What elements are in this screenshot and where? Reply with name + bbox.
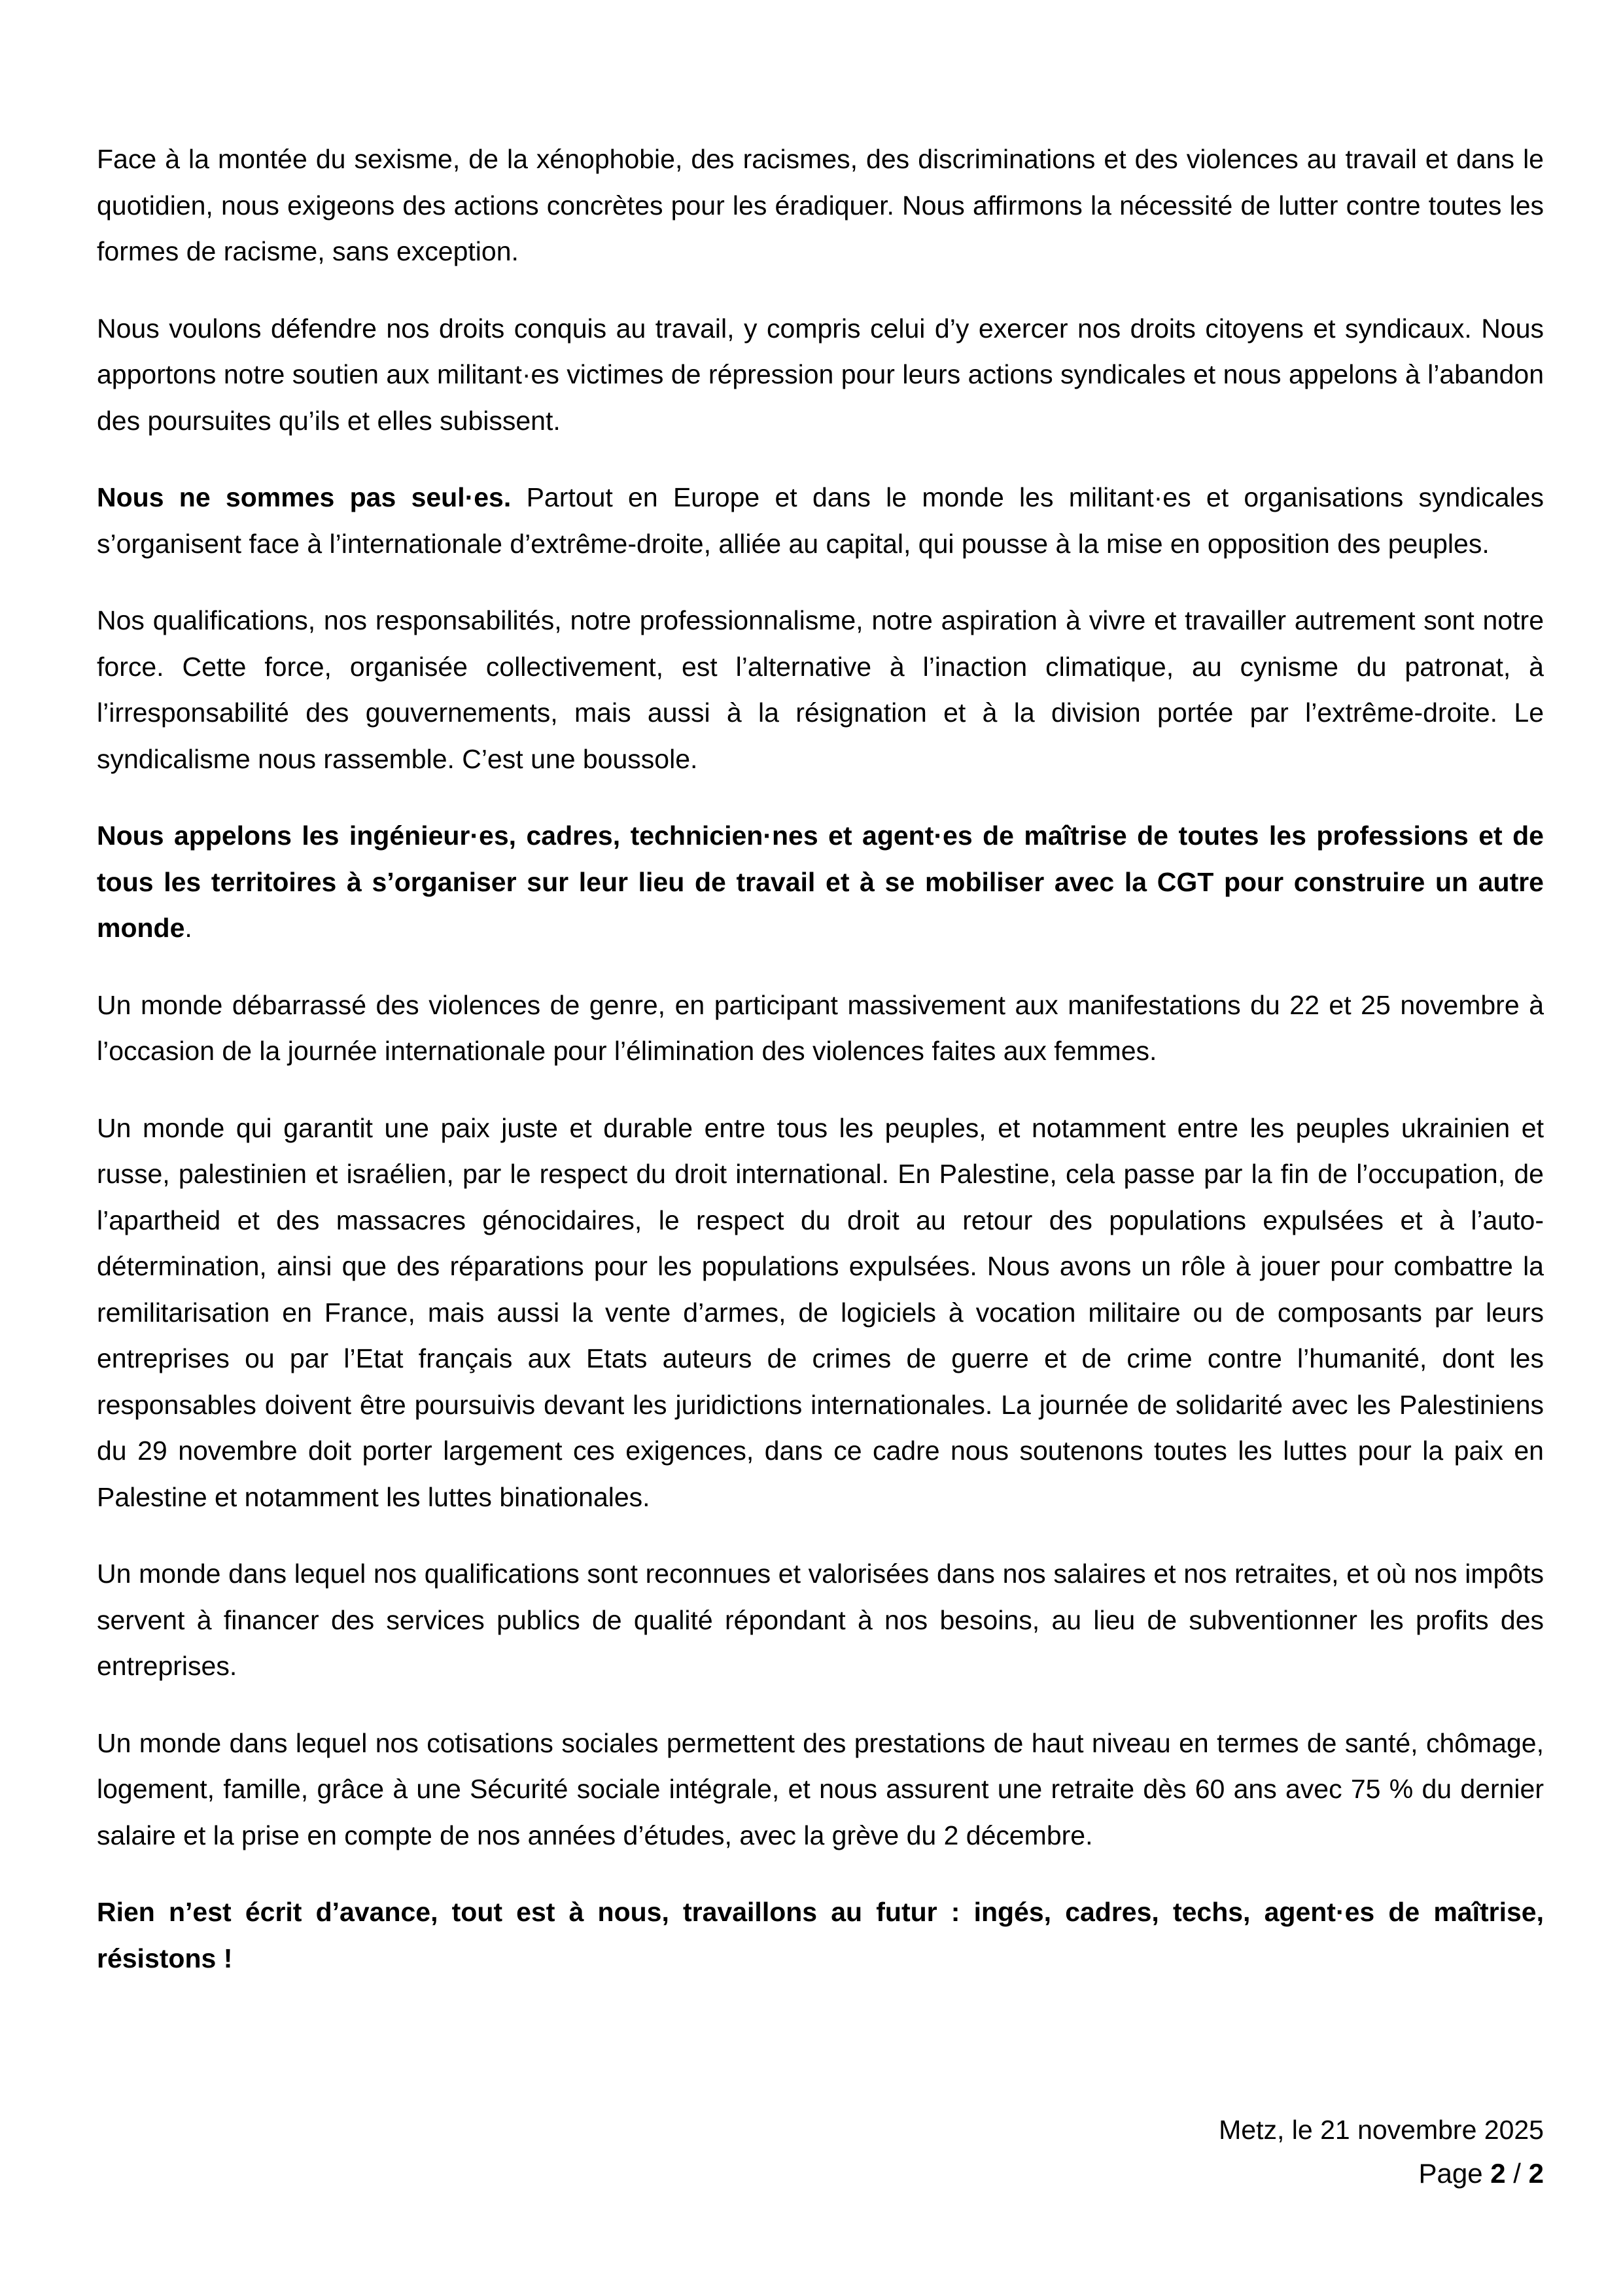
- paragraph-discrimination: Face à la montée du sexisme, de la xénophobie, des racismes, des discriminations et des violences au travail et dans le quotidien, nous exigeons des actions concrètes pour les éradiquer. Nous affirmons la nécessité de lutter contre toutes les formes de racisme, sans exception.: [97, 144, 1544, 266]
- paragraph-peace: Un monde qui garantit une paix juste et durable entre tous les peuples, et notamment entre les peuples ukrainien et russe, palestinien et israélien, par le respect du droit international. En Palestine, cela passe par la fin de l’occupation, de l’apartheid et des massacres génocidaires, le respect du droit au retour des populations expulsées et à l’auto-détermination, ainsi que des réparations pour les populations expulsées. Nous avons un rôle à jouer pour combattre la remilitarisation en France, mais aussi la vente d’armes, de logiciels à vocation militaire ou de composants par leurs entreprises ou par l’Etat français aux Etats auteurs de crimes de guerre et de crime contre l’humanité, dont les responsables doivent être poursuivis devant les juridictions internationales. La journée de solidarité avec les Palestiniens du 29 novembre doit porter largement ces exigences, dans ce cadre nous soutenons toutes les luttes pour la paix en Palestine et notamment les luttes binationales.: [97, 1112, 1544, 1512]
- call-end: .: [184, 913, 192, 943]
- paragraph-strength: Nos qualifications, nos responsabilités, notre professionnalisme, notre aspiration à vivre et travailler autrement sont notre force. Cette force, organisée collectivement, est l’alternative à l’inaction climatique, au cynisme du patronat, à l’irresponsabilité des gouvernements, mais aussi à la résignation et à la division portée par l’extrême-droite. Le syndicalisme nous rassemble. C’est une boussole.: [97, 605, 1544, 774]
- paragraph-conclusion: Rien n’est écrit d’avance, tout est à nous, travaillons au futur : ingés, cadres, techs, agent·es de maîtrise, résistons !: [97, 1897, 1544, 1973]
- paragraph-not-alone: [97, 474, 1544, 567]
- page-current: 2: [1490, 2158, 1506, 2189]
- place-date: Metz, le 21 novembre 2025: [1219, 2115, 1544, 2145]
- paragraph-gender-violence: Un monde débarrassé des violences de genre, en participant massivement aux manifestations du 22 et 25 novembre à l’occasion de la journée internationale pour l’élimination des violences faites aux femmes.: [97, 989, 1544, 1066]
- page-total: 2: [1528, 2158, 1544, 2189]
- paragraph-rights: Nous voulons défendre nos droits conquis au travail, y compris celui d’y exercer nos droits citoyens et syndicaux. Nous apportons notre soutien aux militant·es victimes de répression pour leurs actions syndicales et nous appelons à l’abandon des poursuites qu’ils et elles subissent.: [97, 313, 1544, 436]
- page-label: Page: [1418, 2158, 1491, 2189]
- paragraph-lead-bold: Nous ne sommes pas seul·es.: [97, 482, 512, 512]
- paragraph-social-security: Un monde dans lequel nos cotisations sociales permettent des prestations de haut niveau en termes de santé, chômage, logement, famille, grâce à une Sécurité sociale intégrale, et nous assurent une retraite dès 60 ans avec 75 % du dernier salaire et la prise en compte de nos années d’études, avec la grève du 2 décembre.: [97, 1727, 1544, 1850]
- page-separator: /: [1505, 2158, 1529, 2189]
- call-bold-text: Nous appelons les ingénieur·es, cadres, technicien·nes et agent·es de maîtrise de toutes les professions et de tous les territoires à s’organiser sur leur lieu de travail et à se mobiliser avec la CGT pour construire un autre monde: [97, 821, 1544, 943]
- paragraph-call: [97, 813, 1544, 951]
- page-number: [1419, 2158, 1544, 2189]
- paragraph-qualifications: Un monde dans lequel nos qualifications sont reconnues et valorisées dans nos salaires et nos retraites, et où nos impôts servent à financer des services publics de qualité répondant à nos besoins, au lieu de subventionner les profits des entreprises.: [97, 1559, 1544, 1681]
- paragraph-text: Partout en Europe et dans le monde les militant·es et organisations syndicales s’organisent face à l’internationale d’extrême-droite, alliée au capital, qui pousse à la mise en opposition des peuples.: [97, 482, 1544, 559]
- document-body: [97, 136, 1544, 2012]
